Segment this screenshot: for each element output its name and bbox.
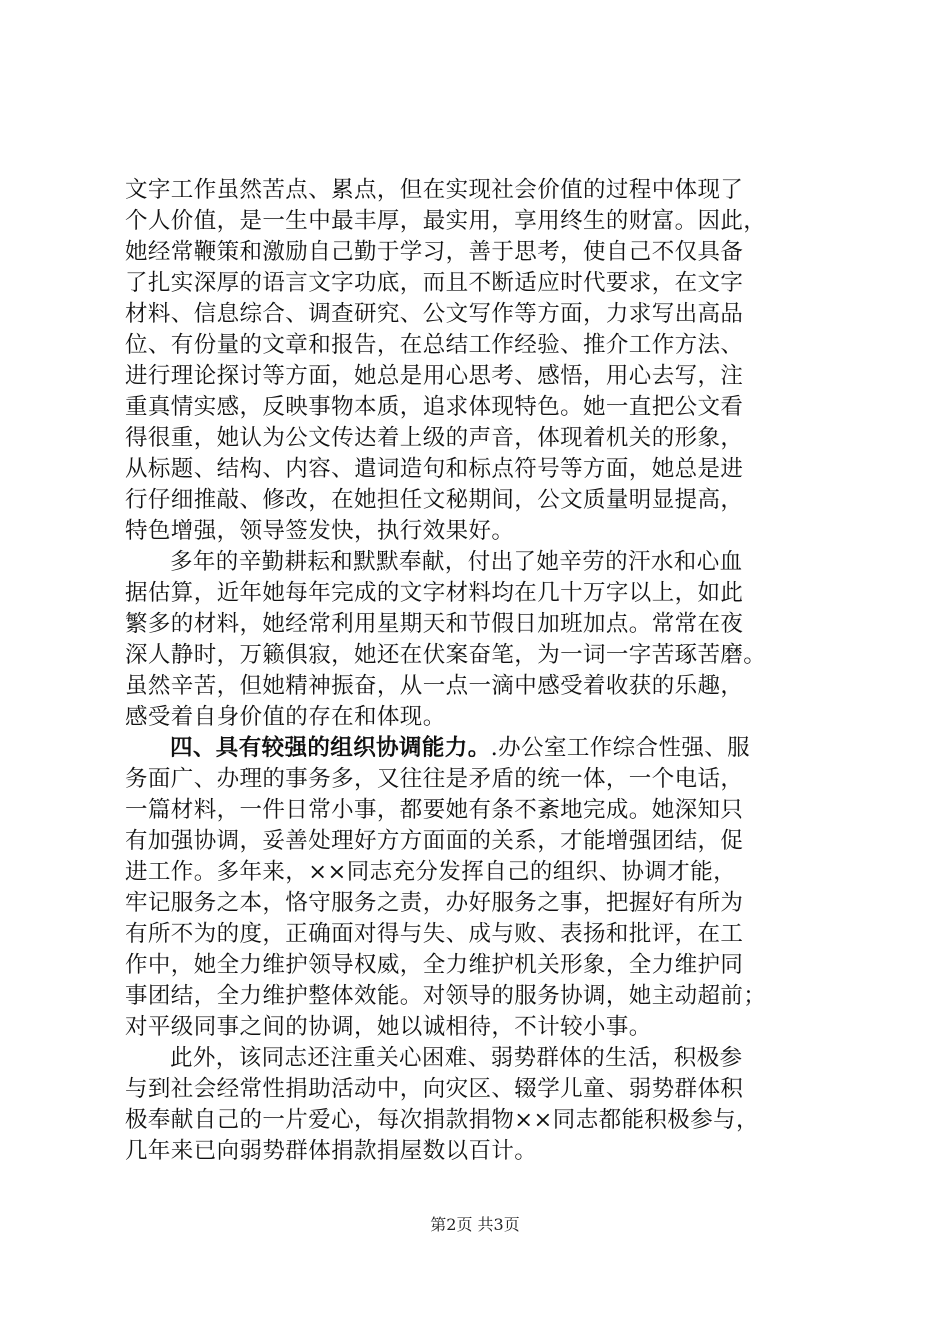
paragraph-1-line: 进行理论探讨等方面，她总是用心思考、感悟，用心去写，注	[125, 363, 744, 389]
paragraph-1-line: 了扎实深厚的语言文字功底，而且不断适应时代要求，在文字	[125, 270, 744, 296]
paragraph-1-line: 文字工作虽然苦点、累点，但在实现社会价值的过程中体现了	[125, 177, 744, 203]
paragraph-4-line: 此外，该同志还注重关心困难、弱势群体的生活，积极参	[170, 1045, 743, 1071]
paragraph-1-line: 材料、信息综合、调查研究、公文写作等方面，力求写出高品	[125, 301, 744, 327]
paragraph-3-line: 牢记服务之本，恪守服务之责，办好服务之事，把握好有所为	[125, 890, 744, 916]
paragraph-3-line: 有所不为的度，正确面对得与失、成与败、表扬和批评，在工	[125, 921, 744, 947]
paragraph-1-line: 特色增强，领导签发快，执行效果好。	[125, 518, 515, 544]
paragraph-3-first-line-rest: .办公室工作综合性强、服	[490, 735, 751, 761]
paragraph-2-line: 据估算，近年她每年完成的文字材料均在几十万字以上，如此	[125, 580, 744, 606]
paragraph-2-line: 感受着自身价值的存在和体现。	[125, 704, 446, 730]
paragraph-1-line: 行仔细推敲、修改，在她担任文秘期间，公文质量明显提高，	[125, 487, 744, 513]
paragraph-1-line: 从标题、结构、内容、遣词造句和标点符号等方面，她总是进	[125, 456, 744, 482]
paragraph-3-line: 一篇材料，一件日常小事，都要她有条不紊地完成。她深知只	[125, 797, 744, 823]
paragraph-1-line: 个人价值，是一生中最丰厚，最实用，享用终生的财富。因此，	[125, 208, 767, 234]
paragraph-1-line: 她经常鞭策和激励自己勤于学习，善于思考，使自己不仅具备	[125, 239, 744, 265]
paragraph-3-line: 务面广、办理的事务多，又往往是矛盾的统一体，一个电话，	[125, 766, 744, 792]
paragraph-3-line: 对平级同事之间的协调，她以诚相待，不计较小事。	[125, 1014, 652, 1040]
paragraph-3-line: 进工作。多年来，××同志充分发挥自己的组织、协调才能，	[125, 859, 737, 885]
paragraph-2-line: 虽然辛苦，但她精神振奋，从一点一滴中感受着收获的乐趣，	[125, 673, 744, 699]
section-heading: 四、具有较强的组织协调能力。	[170, 735, 491, 761]
paragraph-3-line: 事团结，全力维护整体效能。对领导的服务协调，她主动超前；	[125, 983, 767, 1009]
paragraph-3-first-line	[125, 733, 845, 764]
paragraph-1-line: 重真情实感，反映事物本质，追求体现特色。她一直把公文看	[125, 394, 744, 420]
page-number-footer: 第2页 共3页	[430, 1215, 520, 1234]
paragraph-4-line: 极奉献自己的一片爱心，每次捐款捐物××同志都能积极参与，	[125, 1107, 759, 1133]
paragraph-2-line: 深人静时，万籁俱寂，她还在伏案奋笔，为一词一字苦琢苦磨。	[125, 642, 767, 668]
paragraph-3-line: 作中，她全力维护领导权威，全力维护机关形象，全力维护同	[125, 952, 744, 978]
document-body	[125, 175, 845, 1167]
paragraph-1-line: 位、有份量的文章和报告，在总结工作经验、推介工作方法、	[125, 332, 744, 358]
paragraph-3-line: 有加强协调，妥善处理好方方面面的关系，才能增强团结，促	[125, 828, 744, 854]
paragraph-2-line: 多年的辛勤耕耘和默默奉献，付出了她辛劳的汗水和心血	[170, 549, 743, 575]
paragraph-1-line: 得很重，她认为公文传达着上级的声音，体现着机关的形象，	[125, 425, 744, 451]
paragraph-2-line: 繁多的材料，她经常利用星期天和节假日加班加点。常常在夜	[125, 611, 744, 637]
paragraph-4-line: 几年来已向弱势群体捐款捐屋数以百计。	[125, 1138, 538, 1164]
paragraph-4-line: 与到社会经常性捐助活动中，向灾区、辍学儿童、弱势群体积	[125, 1076, 744, 1102]
